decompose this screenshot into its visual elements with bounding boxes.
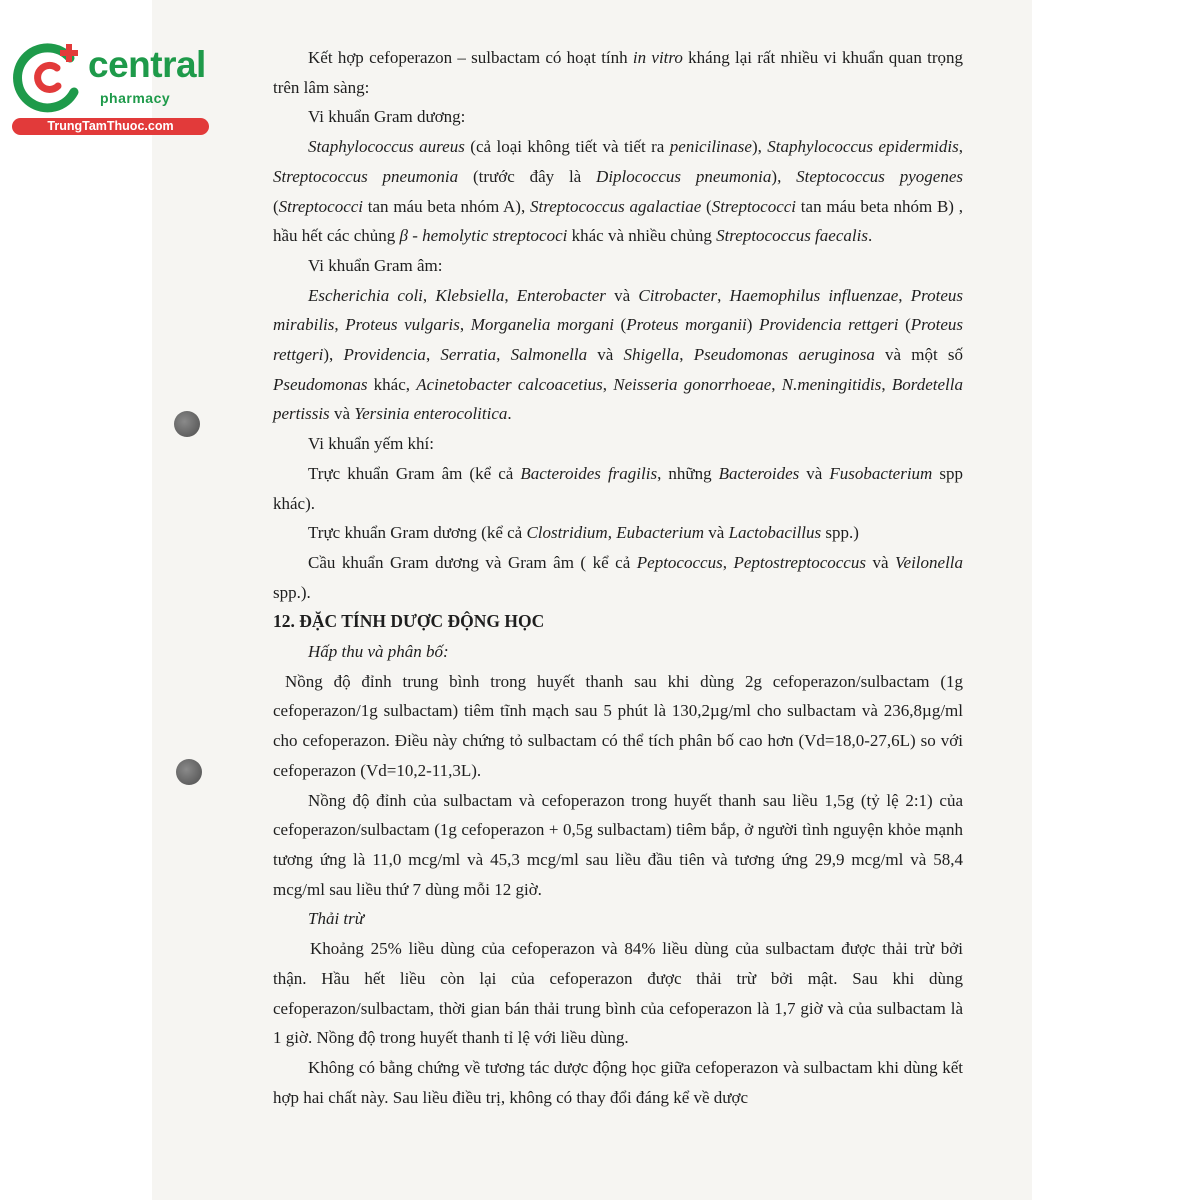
punch-hole-top — [174, 411, 200, 437]
pharmacy-cross-icon — [12, 40, 92, 116]
paragraph: Không có bằng chứng về tương tác dược động học giữa cefoperazon và sulbactam khi dùng kết hợp hai chất này. Sau liều điều trị, không có thay đổi đáng kể về dược — [273, 1057, 963, 1107]
logo-subtitle: pharmacy — [100, 90, 171, 106]
paragraph: Cầu khuẩn Gram dương và Gram âm ( kể cả Peptococcus, Peptostreptococcus và Veilonella spp.). — [273, 552, 964, 602]
paragraph: Khoảng 25% liều dùng của cefoperazon và 84% liều dùng của sulbactam được thải trừ bởi thận. Hầu hết liều còn lại của cefoperazon được thải trừ bởi mật. Sau khi dùng cefoperazon/sulbactam, thời gian bán thải trung bình của cefoperazon là 1,7 giờ và của sulbactam là 1 giờ. Nồng độ trong huyết thanh tỉ lệ với liều dùng. — [273, 939, 963, 1048]
paragraph: Trực khuẩn Gram dương (kể cả Clostridium, Eubacterium và Lactobacillus spp.) — [308, 523, 859, 543]
paragraph: Vi khuẩn Gram dương: — [308, 107, 466, 127]
document-body — [273, 43, 963, 1112]
punch-hole-bottom — [176, 759, 202, 785]
paragraph: Nồng độ đỉnh trung bình trong huyết thanh sau khi dùng 2g cefoperazon/sulbactam (1g cefoperazon/1g sulbactam) tiêm tĩnh mạch sau 5 phút là 130,2µg/ml cho sulbactam và 236,8µg/ml cho cefoperazon. Điều này chứng tỏ sulbactam có thể tích phân bố cao hơn (Vd=18,0-27,6L) so với cefoperazon (Vd=10,2-11,3L). — [273, 671, 963, 780]
logo-brand: central — [88, 44, 206, 85]
paragraph: Vi khuẩn Gram âm: — [308, 255, 443, 275]
subsection-heading: Thải trừ — [308, 909, 365, 929]
central-pharmacy-logo[interactable] — [12, 40, 212, 136]
paragraph: Nồng độ đỉnh của sulbactam và cefoperazon trong huyết thanh sau liều 1,5g (tỷ lệ 2:1) của cefoperazon/sulbactam (1g cefoperazon + 0,5g sulbactam) tiêm bắp, ở người tình nguyện khỏe mạnh tương ứng là 11,0 mcg/ml và 45,3 mcg/ml sau liều đầu tiên và tương ứng 29,9 mcg/ml và 58,4 mcg/ml sau liều thứ 7 dùng mỗi 12 giờ. — [273, 790, 963, 899]
section-heading: 12. ĐẶC TÍNH DƯỢC ĐỘNG HỌC — [273, 611, 545, 632]
subsection-heading: Hấp thu và phân bố: — [308, 642, 449, 662]
paragraph: Kết hợp cefoperazon – sulbactam có hoạt tính in vitro kháng lại rất nhiều vi khuẩn quan trọng trên lâm sàng: — [273, 48, 963, 97]
logo-site-bar: TrungTamThuoc.com — [12, 118, 209, 135]
paragraph: Escherichia coli, Klebsiella, Enterobacter và Citrobacter, Haemophilus influenzae, Proteus mirabilis, Proteus vulgaris, Morganelia morgani (Proteus morganii) Providencia rettgeri (Proteus rettgeri), Providencia, Serratia, Salmonella và Shigella, Pseudomonas aeruginosa và một số Pseudomonas khác, Acinetobacter calcoacetius, Neisseria gonorrhoeae, N.meningitidis, Bordetella pertissis và Yersinia enterocolitica. — [273, 285, 964, 424]
paragraph: Vi khuẩn yếm khí: — [308, 434, 434, 454]
paragraph: Trực khuẩn Gram âm (kể cả Bacteroides fragilis, những Bacteroides và Fusobacterium spp khác). — [273, 463, 964, 513]
paragraph: Staphylococcus aureus (cả loại không tiết và tiết ra penicilinase), Staphylococcus epidermidis, Streptococcus pneumonia (trước đây là Diplococcus pneumonia), Steptococcus pyogenes (Streptococci tan máu beta nhóm A), Streptococcus agalactiae (Streptococci tan máu beta nhóm B) , hầu hết các chủng β - hemolytic streptococi khác và nhiều chủng Streptococcus faecalis. — [273, 137, 963, 246]
